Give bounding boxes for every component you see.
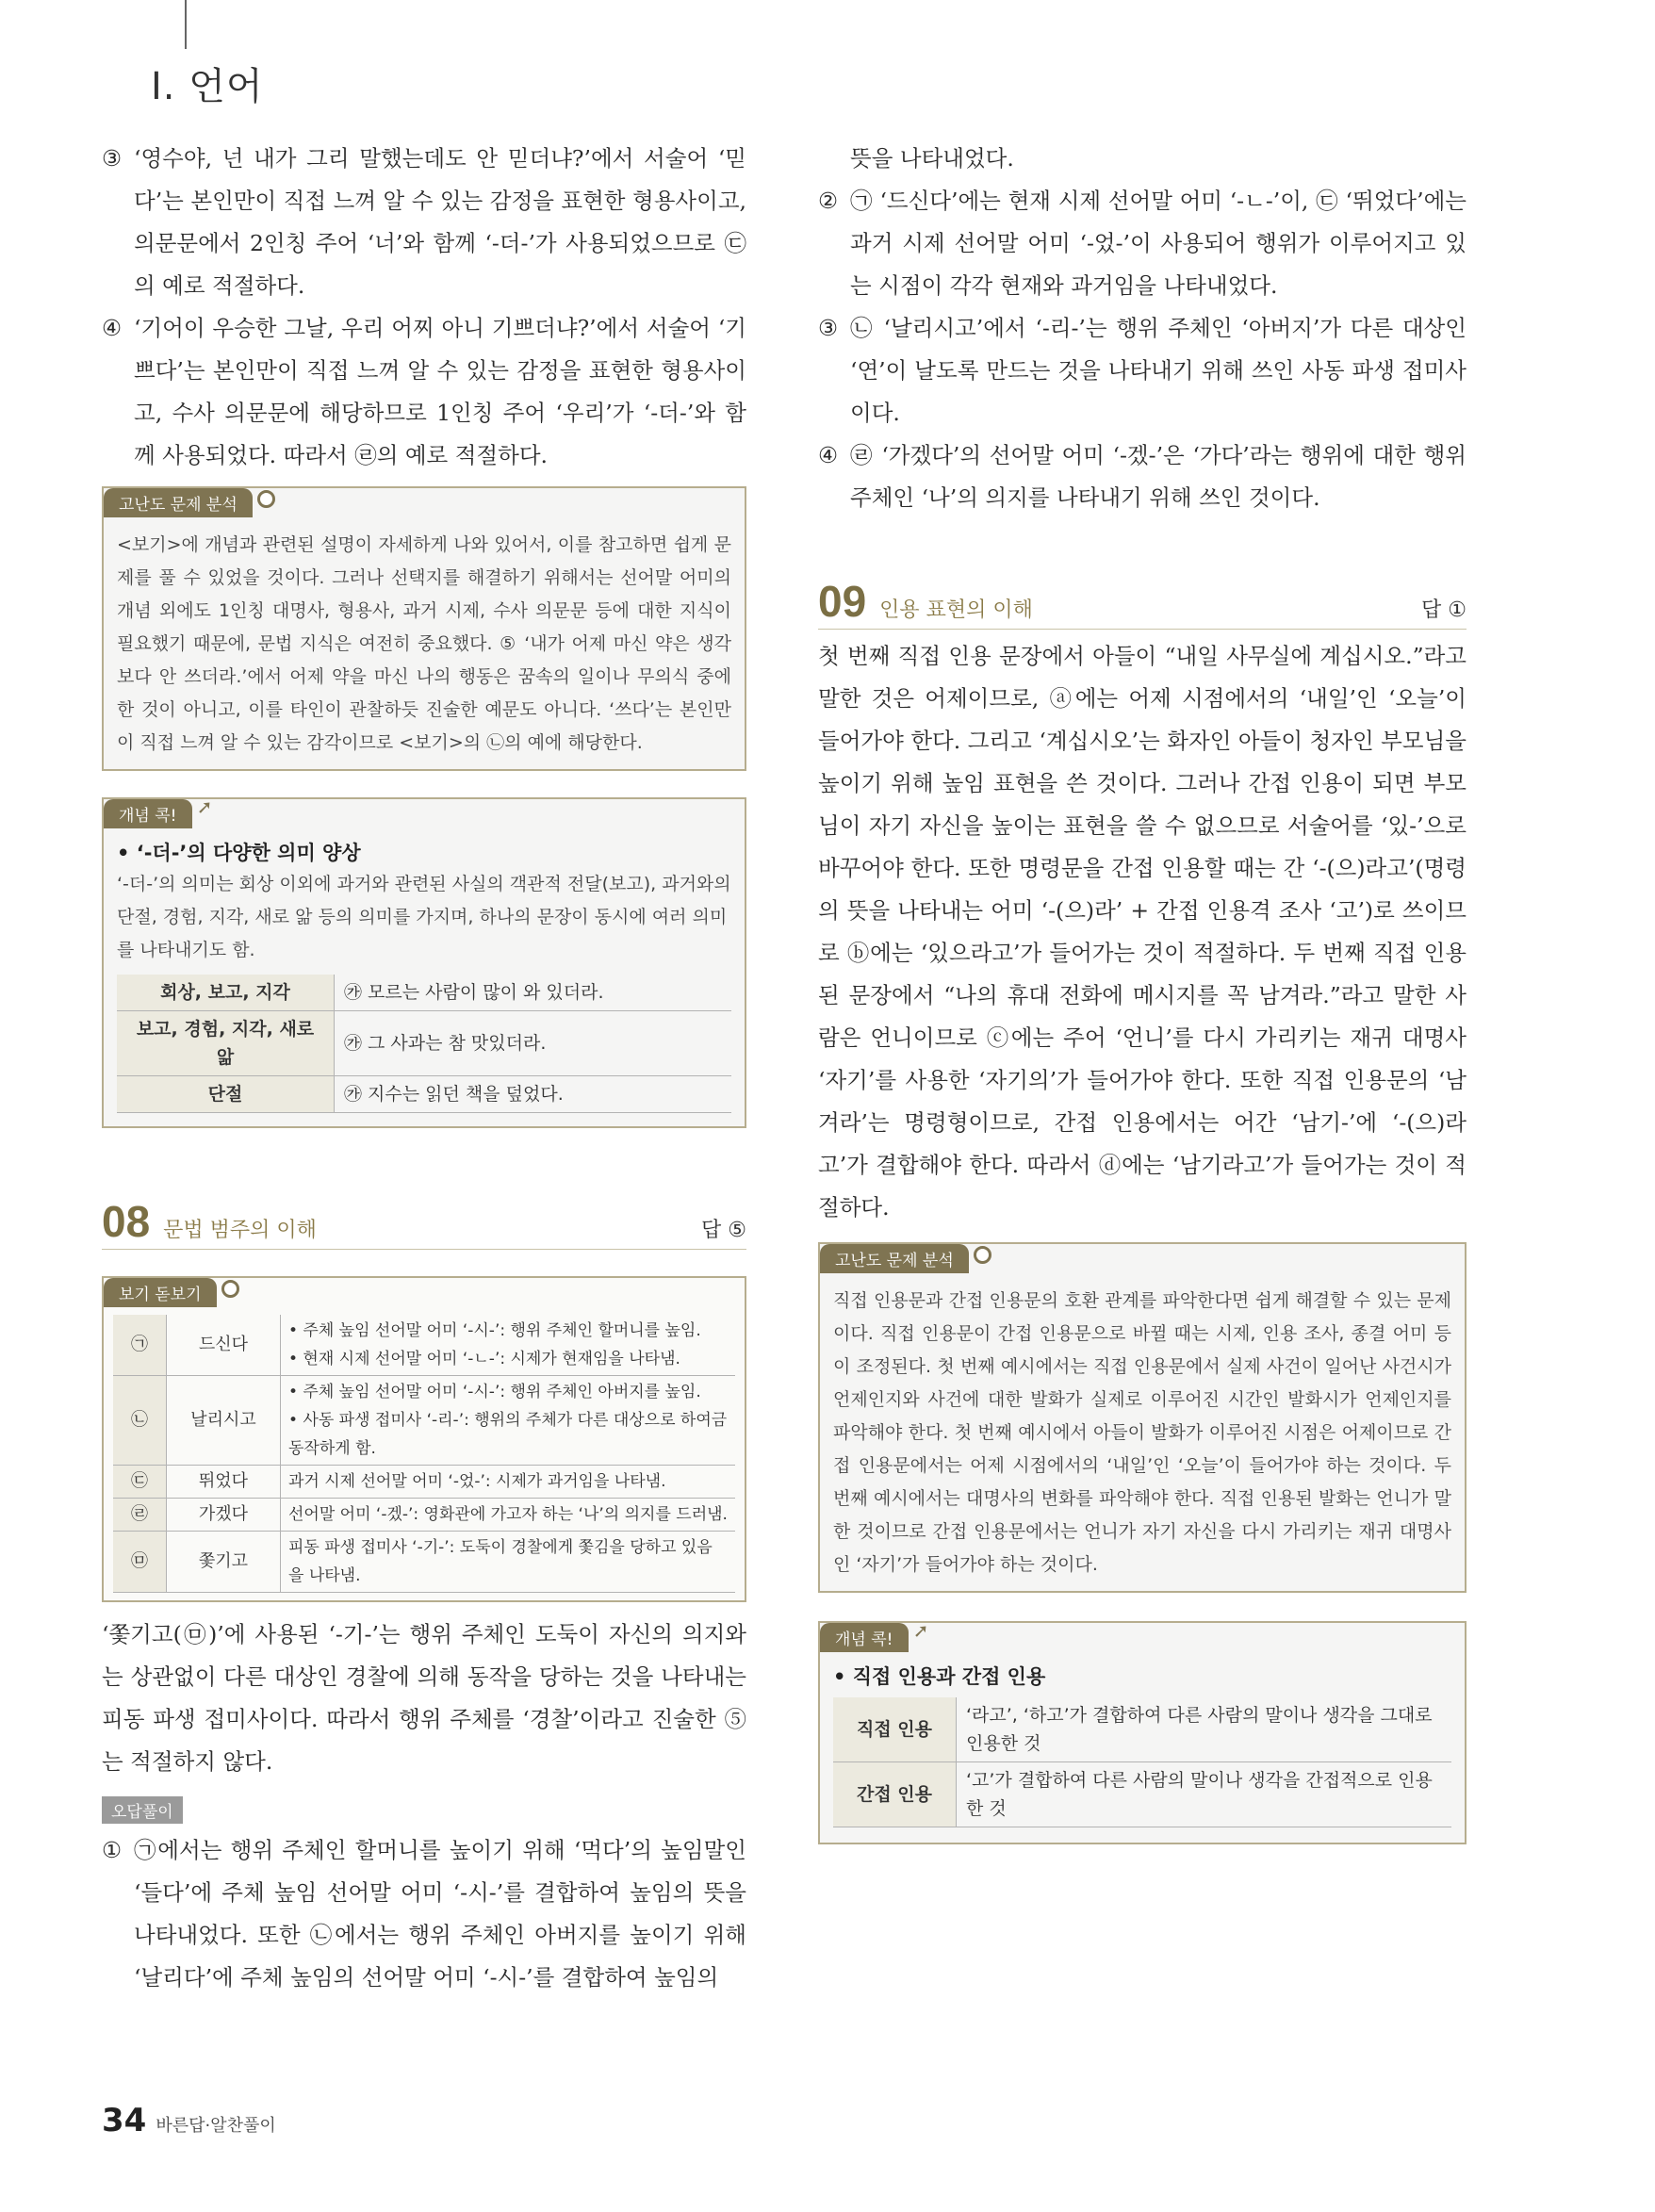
concept-box (818, 1621, 1467, 1844)
table-row: 회상, 보고, 지각 ㉮ 모르는 사람이 많이 와 있더라. (117, 975, 731, 1011)
book-title: 바른답·알찬풀이 (156, 2116, 276, 2136)
concept-box-label: 개념 콕! ➚ (820, 1623, 909, 1652)
concept-table (833, 1697, 1451, 1827)
concept-text: ‘-더-’의 의미는 회상 이외에 과거와 관련된 사실의 객관적 전달(보고), 과거와의 단절, 경험, 지각, 새로 앎 등의 의미를 가지며, 하나의 문장이 동시에 여러 의미를 나타내기도 함. (117, 874, 731, 960)
analysis-box-text: <보기>에 개념과 관련된 설명이 자세하게 나와 있어서, 이를 참고하면 쉽게 문제를 풀 수 있었을 것이다. 그러나 선택지를 해결하기 위해서는 선어말 어미의 개념 외에도 1인칭 대명사, 형용사, 과거 시제, 수사 의문문 등에 대한 지식이 필요했기 때문에, 문법 지식은 여전히 중요했다. ⑤ ‘내가 어제 마신 약은 생각보다 안 쓰더라.’에서 어제 약을 마신 나의 행동은 꿈속의 일이나 무의식 중에 한 것이 아니고, 이를 타인이 관찰하듯 진술한 예문도 아니다. ‘쓰다’는 본인만이 직접 느껴 알 수 있는 감각이므로 <보기>의 ㉡의 예에 해당한다. (117, 534, 731, 753)
section-answer: 답 ① (1421, 598, 1467, 622)
page-footer (102, 2102, 276, 2139)
section-number: 09 (818, 577, 867, 626)
section-09-body: 첫 번째 직접 인용 문장에서 아들이 “내일 사무실에 계십시오.”라고 말한 것은 어제이므로, ⓐ에는 어제 시점에서의 ‘내일’인 ‘오늘’이 들어가야 한다. 그리고 ‘계십시오’는 화자인 아들이 청자인 부모님을 높이기 위해 높임 표현을 쓴 것이다. 그러나 간접 인용이 되면 부모님이 자기 자신을 높이는 표현을 쓸 수 없으므로 서술어를 ‘있-’으로 바꾸어야 한다. 또한 명령문을 간접 인용할 때는 간 ‘-(으)라고’(명령의 뜻을 나타내는 어미 ‘-(으)라’ + 간접 인용격 조사 ‘고’)로 쓰이므로 ⓑ에는 ‘있으라고’가 들어가는 것이 적절하다. 두 번째 직접 인용된 문장에서 “나의 휴대 전화에 메시지를 꼭 남겨라.”라고 말한 사람은 언니이므로 ⓒ에는 주어 ‘언니’를 다시 가리키는 재귀 대명사 ‘자기’를 사용한 ‘자기의’가 들어가야 한다. 또한 직접 인용문의 ‘남겨라’는 명령형이므로, 간접 인용에서는 어간 ‘남기-’에 ‘-(으)라고’가 결합해야 한다. 따라서 ⓓ에는 ‘남기라고’가 들어가는 것이 적절하다. (818, 643, 1467, 1221)
chapter-title: Ⅰ. 언어 (151, 65, 264, 108)
analysis-box (102, 486, 746, 771)
concept-title: • 직접 인용과 간접 인용 (833, 1665, 1046, 1688)
table-row: 직접 인용 ‘라고’, ‘하고’가 결합하여 다른 사람의 말이나 생각을 그대로 인용한 것 (833, 1697, 1451, 1762)
magnifier-icon (974, 1246, 991, 1264)
answer-item: ② ㉠ ‘드신다’에는 현재 시제 선어말 어미 ‘-ㄴ-’이, ㉢ ‘뛰었다’에는 과거 시제 선어말 어미 ‘-었-’이 사용되어 행위가 이루어지고 있는 시점이 각각 현재와 과거임을 나타내었다. (818, 188, 1467, 299)
wrong-answer-label: 오답풀이 (102, 1796, 183, 1824)
chapter-rule (185, 0, 187, 49)
table-row: 단절 ㉮ 지수는 읽던 책을 덮었다. (117, 1076, 731, 1113)
table-row: ㉠ 드신다 • 주체 높임 선어말 어미 ‘-시-’: 행위 주체인 할머니를 높임. • 현재 시제 선어말 어미 ‘-ㄴ-’: 시제가 현재임을 나타냄. (113, 1315, 735, 1376)
concept-box (102, 797, 746, 1128)
concept-table (117, 975, 731, 1113)
table-row: ㉢ 뛰었다 과거 시제 선어말 어미 ‘-었-’: 시제가 과거임을 나타냄. (113, 1466, 735, 1499)
section-08-header (102, 1196, 746, 1250)
section-08-body: ‘쫓기고(㉤)’에 사용된 ‘-기-’는 행위 주체인 도둑이 자신의 의지와는 상관없이 다른 대상인 경찰에 의해 동작을 당하는 것을 나타내는 피동 파생 접미사이다. 따라서 행위 주체를 ‘경찰’이라고 진술한 ⑤는 적절하지 않다. (102, 1621, 746, 1775)
left-column (102, 138, 746, 1999)
answer-item: 뜻을 나타내었다. (850, 145, 1014, 172)
section-title: 문법 범주의 이해 (163, 1219, 317, 1242)
view-table (113, 1315, 735, 1593)
section-answer: 답 ⑤ (701, 1219, 746, 1242)
analysis-box (818, 1242, 1467, 1593)
table-row: 간접 인용 ‘고’가 결합하여 다른 사람의 말이나 생각을 간접적으로 인용한 것 (833, 1762, 1451, 1827)
answer-item: ① ㉠에서는 행위 주체인 할머니를 높이기 위해 ‘먹다’의 높임말인 ‘들다’에 주체 높임 선어말 어미 ‘-시-’를 결합하여 높임의 뜻을 나타내었다. 또한 ㉡에서는 행위 주체인 아버지를 높이기 위해 ‘날리다’에 주체 높임의 선어말 어미 ‘-시-’를 결합하여 높임의 (102, 1837, 746, 1991)
table-row: ㉤ 쫓기고 피동 파생 접미사 ‘-기-’: 도둑이 경찰에게 쫓김을 당하고 있음을 나타냄. (113, 1532, 735, 1593)
answer-item: ④ ㉣ ‘가겠다’의 선어말 어미 ‘-겠-’은 ‘가다’라는 행위에 대한 행위 주체인 ‘나’의 의지를 나타내기 위해 쓰인 것이다. (818, 442, 1467, 511)
table-row: ㉣ 가겠다 선어말 어미 ‘-겠-’: 영화관에 가고자 하는 ‘나’의 의지를 드러냄. (113, 1499, 735, 1532)
analysis-box-label: 고난도 문제 분석 (820, 1244, 969, 1273)
table-row: 보고, 경험, 지각, 새로 앎 ㉮ 그 사과는 참 맛있더라. (117, 1011, 731, 1076)
magnifier-icon (221, 1280, 239, 1298)
analysis-box-text: 직접 인용문과 간접 인용문의 호환 관계를 파악한다면 쉽게 해결할 수 있는 문제이다. 직접 인용문이 간접 인용문으로 바뀔 때는 시제, 인용 조사, 종결 어미 등이 조정된다. 첫 번째 예시에서는 직접 인용문에서 실제 사건이 일어난 사건시가 언제인지와 사건에 대한 발화가 실제로 이루어진 시간인 발화시가 언제인지를 파악해야 한다. 첫 번째 예시에서 아들이 발화가 이루어진 시점은 어제이므로 간접 인용문에서는 어제 시점에서의 ‘내일’인 ‘오늘’이 들어가야 하는 것이다. 두 번째 예시에서는 대명사의 변화를 파악해야 한다. 직접 인용된 발화는 언니가 말한 것이므로 간접 인용문에서는 언니가 자기 자신을 다시 가리키는 재귀 대명사인 ‘자기’가 들어가야 하는 것이다. (833, 1290, 1451, 1575)
right-column (818, 138, 1467, 1844)
answer-item: ③ ㉡ ‘날리시고’에서 ‘-리-’는 행위 주체인 ‘아버지’가 다른 대상인 ‘연’이 날도록 만드는 것을 나타내기 위해 쓰인 사동 파생 접미사이다. (818, 315, 1467, 426)
view-box (102, 1276, 746, 1602)
answer-item: ④ ‘기어이 우승한 그날, 우리 어찌 아니 기쁘더냐?’에서 서술어 ‘기쁘다’는 본인만이 직접 느껴 알 수 있는 감정을 표현한 형용사이고, 수사 의문문에 해당하므로 1인칭 주어 ‘우리’가 ‘-더-’와 함께 사용되었다. 따라서 ㉣의 예로 적절하다. (102, 315, 746, 468)
page-number: 34 (102, 2102, 147, 2139)
section-number: 08 (102, 1197, 151, 1246)
section-title: 인용 표현의 이해 (879, 598, 1033, 622)
analysis-box-label: 고난도 문제 분석 (104, 488, 253, 517)
table-row: ㉡ 날리시고 • 주체 높임 선어말 어미 ‘-시-’: 행위 주체인 아버지를 높임. • 사동 파생 접미사 ‘-리-’: 행위의 주체가 다른 대상으로 하여금 동작하게 함. (113, 1376, 735, 1466)
magnifier-icon (257, 490, 275, 508)
section-09-header (818, 576, 1467, 630)
concept-title: • ‘-더-’의 다양한 의미 양상 (117, 842, 361, 864)
view-box-label: 보기 돋보기 (104, 1278, 217, 1307)
cursor-icon: ➚ (912, 1619, 929, 1642)
cursor-icon: ➚ (196, 795, 213, 818)
concept-box-label: 개념 콕! ➚ (104, 799, 192, 828)
answer-item: ③ ‘영수야, 넌 내가 그리 말했는데도 안 믿더냐?’에서 서술어 ‘믿다’는 본인만이 직접 느껴 알 수 있는 감정을 표현한 형용사이고, 의문문에서 2인칭 주어 ‘너’와 함께 ‘-더-’가 사용되었으므로 ㉢의 예로 적절하다. (102, 145, 746, 299)
